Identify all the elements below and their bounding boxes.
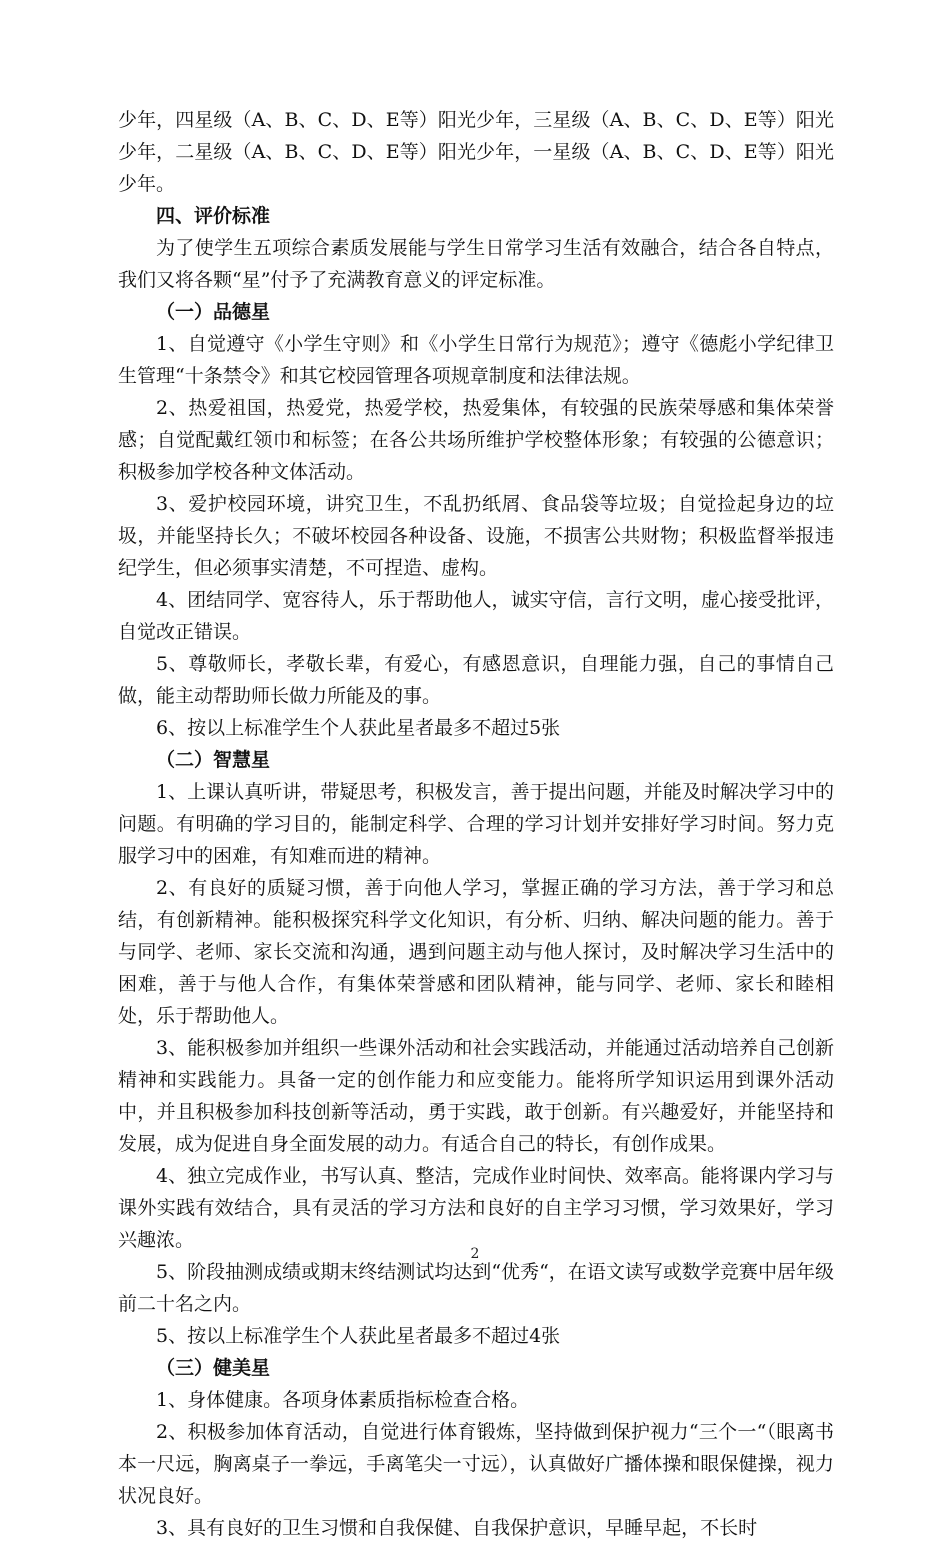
morality-item: 1、自觉遵守《小学生守则》和《小学生日常行为规范》；遵守《德彪小学纪律卫生管理“十条禁令》和其它校园管理各项规章制度和法律法规。 (118, 333, 834, 387)
morality-item: 6、按以上标准学生个人获此星者最多不超过5张 (156, 717, 561, 739)
wisdom-item: 5、按以上标准学生个人获此星者最多不超过4张 (156, 1325, 561, 1347)
wisdom-item: 1、上课认真听讲，带疑思考，积极发言，善于提出问题，并能及时解决学习中的问题。有明确的学习目的，能制定科学、合理的学习计划并安排好学习时间。努力克服学习中的困难，有知难而进的精神。 (118, 781, 834, 867)
subsection-heading-morality: （一）品德星 (156, 301, 271, 323)
morality-item: 2、热爱祖国，热爱党，热爱学校，热爱集体，有较强的民族荣辱感和集体荣誉感；自觉配戴红领巾和标签；在各公共场所维护学校整体形象；有较强的公德意识；积极参加学校各种文体活动。 (118, 397, 834, 483)
fitness-item: 1、身体健康。各项身体素质指标检查合格。 (156, 1389, 530, 1411)
wisdom-item: 5、阶段抽测成绩或期末终结测试均达到“优秀“，在语文读写或数学竞赛中居年级前二十名之内。 (118, 1261, 834, 1315)
wisdom-item: 2、有良好的质疑习惯，善于向他人学习，掌握正确的学习方法，善于学习和总结，有创新精神。能积极探究科学文化知识，有分析、归纳、解决问题的能力。善于与同学、老师、家长交流和沟通，遇到问题主动与他人探讨，及时解决学习生活中的困难，善于与他人合作，有集体荣誉感和团队精神，能与同学、老师、家长和睦相处，乐于帮助他人。 (118, 877, 834, 1027)
morality-item: 3、爱护校园环境，讲究卫生，不乱扔纸屑、食品袋等垃圾；自觉捡起身边的垃圾，并能坚持长久；不破坏校园各种设备、设施，不损害公共财物；积极监督举报违纪学生，但必须事实清楚，不可捏造、虚构。 (118, 493, 834, 579)
morality-item: 5、尊敬师长，孝敬长辈，有爱心，有感恩意识，自理能力强，自己的事情自己做，能主动帮助师长做力所能及的事。 (118, 653, 834, 707)
page-number: 2 (470, 1246, 480, 1262)
fitness-item: 2、积极参加体育活动，自觉进行体育锻炼，坚持做到保护视力“三个一“（眼离书本一尺远，胸离桌子一拳远，手离笔尖一寸远），认真做好广播体操和眼保健操，视力状况良好。 (118, 1421, 834, 1507)
section-heading-evaluation: 四、评价标准 (156, 205, 271, 227)
wisdom-item: 3、能积极参加并组织一些课外活动和社会实践活动，并能通过活动培养自己创新精神和实践能力。具备一定的创作能力和应变能力。能将所学知识运用到课外活动中，并且积极参加科技创新等活动，勇于实践，敢于创新。有兴趣爱好，并能坚持和发展，成为促进自身全面发展的动力。有适合自己的特长，有创作成果。 (118, 1037, 834, 1155)
opening-paragraph: 少年，四星级（A、B、C、D、E等）阳光少年，三星级（A、B、C、D、E等）阳光少年，二星级（A、B、C、D、E等）阳光少年，一星级（A、B、C、D、E等）阳光少年。 (118, 109, 834, 195)
wisdom-item: 4、独立完成作业，书写认真、整洁，完成作业时间快、效率高。能将课内学习与课外实践有效结合，具有灵活的学习方法和良好的自主学习习惯，学习效果好，学习兴趣浓。 (118, 1165, 834, 1251)
section-intro-paragraph: 为了使学生五项综合素质发展能与学生日常学习生活有效融合，结合各自特点，我们又将各颗“星”付予了充满教育意义的评定标准。 (118, 237, 834, 291)
subsection-heading-fitness: （三）健美星 (156, 1357, 271, 1379)
document-body (118, 104, 834, 1544)
subsection-heading-wisdom: （二）智慧星 (156, 749, 271, 771)
fitness-item: 3、具有良好的卫生习惯和自我保健、自我保护意识，早睡早起，不长时 (156, 1517, 758, 1539)
morality-item: 4、团结同学、宽容待人，乐于帮助他人，诚实守信，言行文明，虚心接受批评，自觉改正错误。 (118, 589, 834, 643)
